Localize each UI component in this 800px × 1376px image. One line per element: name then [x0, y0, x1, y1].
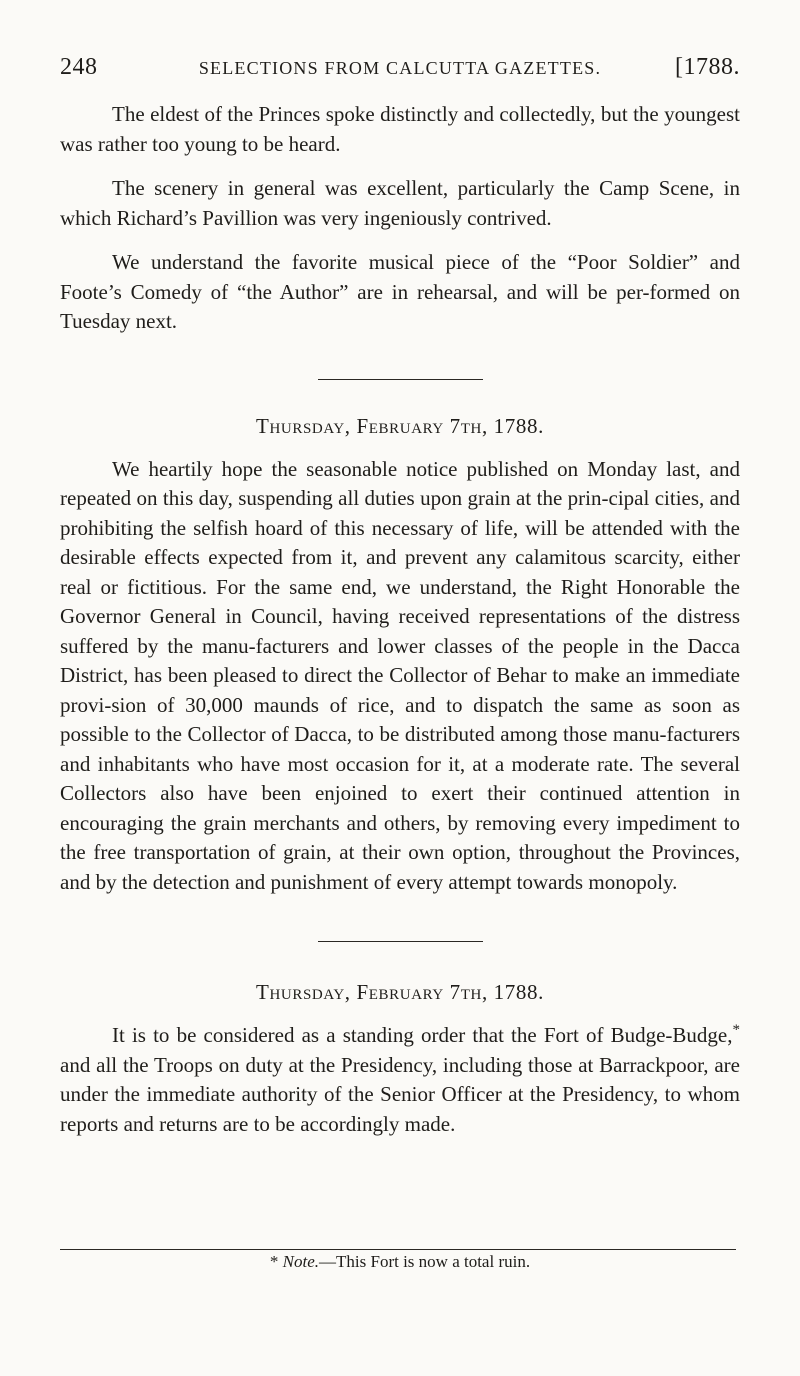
- paragraph-fort-order: It is to be considered as a standing order that the Fort of Budge-Budge,* and all the Troops on duty at the Presidency, including those at Barrackpoor, are under the immediate authority of the Senior Officer at the Presidency, to whom reports and returns are to be accordingly made.: [60, 1022, 740, 1136]
- page-number: 248: [60, 54, 98, 80]
- running-header: [60, 54, 740, 88]
- dateline-1: Thursday, February 7th, 1788.: [256, 413, 544, 438]
- page-body: [60, 100, 740, 1139]
- paragraph-grain-duties: We heartily hope the seasonable notice published on Monday last, and repeated on this day, suspending all duties upon grain at the prin-cipal cities, and prohibiting the selfish hoard of this necessary of life, will be attended with the desirable effects expected from it, and prevent any calamitous scarcity, either real or fictitious. For the same end, we understand, the Right Honorable the Governor General in Council, having received representations of the distress suffered by the manu-facturers and lower classes of the people in the Dacca District, has been pleased to direct the Collector of Behar to make an immediate provi-sion of 30,000 maunds of rice, and to dispatch the same as soon as possible to the Collector of Dacca, to be distributed among those manu-facturers and inhabitants who have most occasion for it, at a moderate rate. The several Collectors also have been enjoined to exert their continued attention in encouraging the grain merchants and others, by removing every impediment to the free transportation of grain, at their own option, throughout the Provinces, and by the detection and punishment of every attempt towards monopoly.: [60, 456, 740, 894]
- footnote-label: Note.: [282, 1252, 320, 1271]
- paragraph-princes: The eldest of the Princes spoke distinctly and collectedly, but the youngest was rather too young to be heard.: [60, 102, 740, 156]
- footnote-asterisk: *: [269, 1252, 283, 1271]
- footnote-divider: [60, 1249, 736, 1250]
- footnote-text: —This Fort is now a total ruin.: [319, 1252, 531, 1271]
- header-year: [1788.: [675, 54, 740, 80]
- footnote-marker[interactable]: *: [732, 1022, 740, 1038]
- dateline-2: Thursday, February 7th, 1788.: [256, 980, 544, 1004]
- paragraph-rehearsal: We understand the favorite musical piece of the “Poor Soldier” and Foote’s Comedy of “the Author” are in rehearsal, and will be per-formed on Tuesday next.: [60, 250, 740, 333]
- footnote: [60, 1252, 740, 1272]
- paragraph-scenery: The scenery in general was excellent, particularly the Camp Scene, in which Richard’s Pavillion was very ingeniously contrived.: [60, 176, 740, 230]
- running-title: SELECTIONS FROM CALCUTTA GAZETTES.: [198, 58, 602, 78]
